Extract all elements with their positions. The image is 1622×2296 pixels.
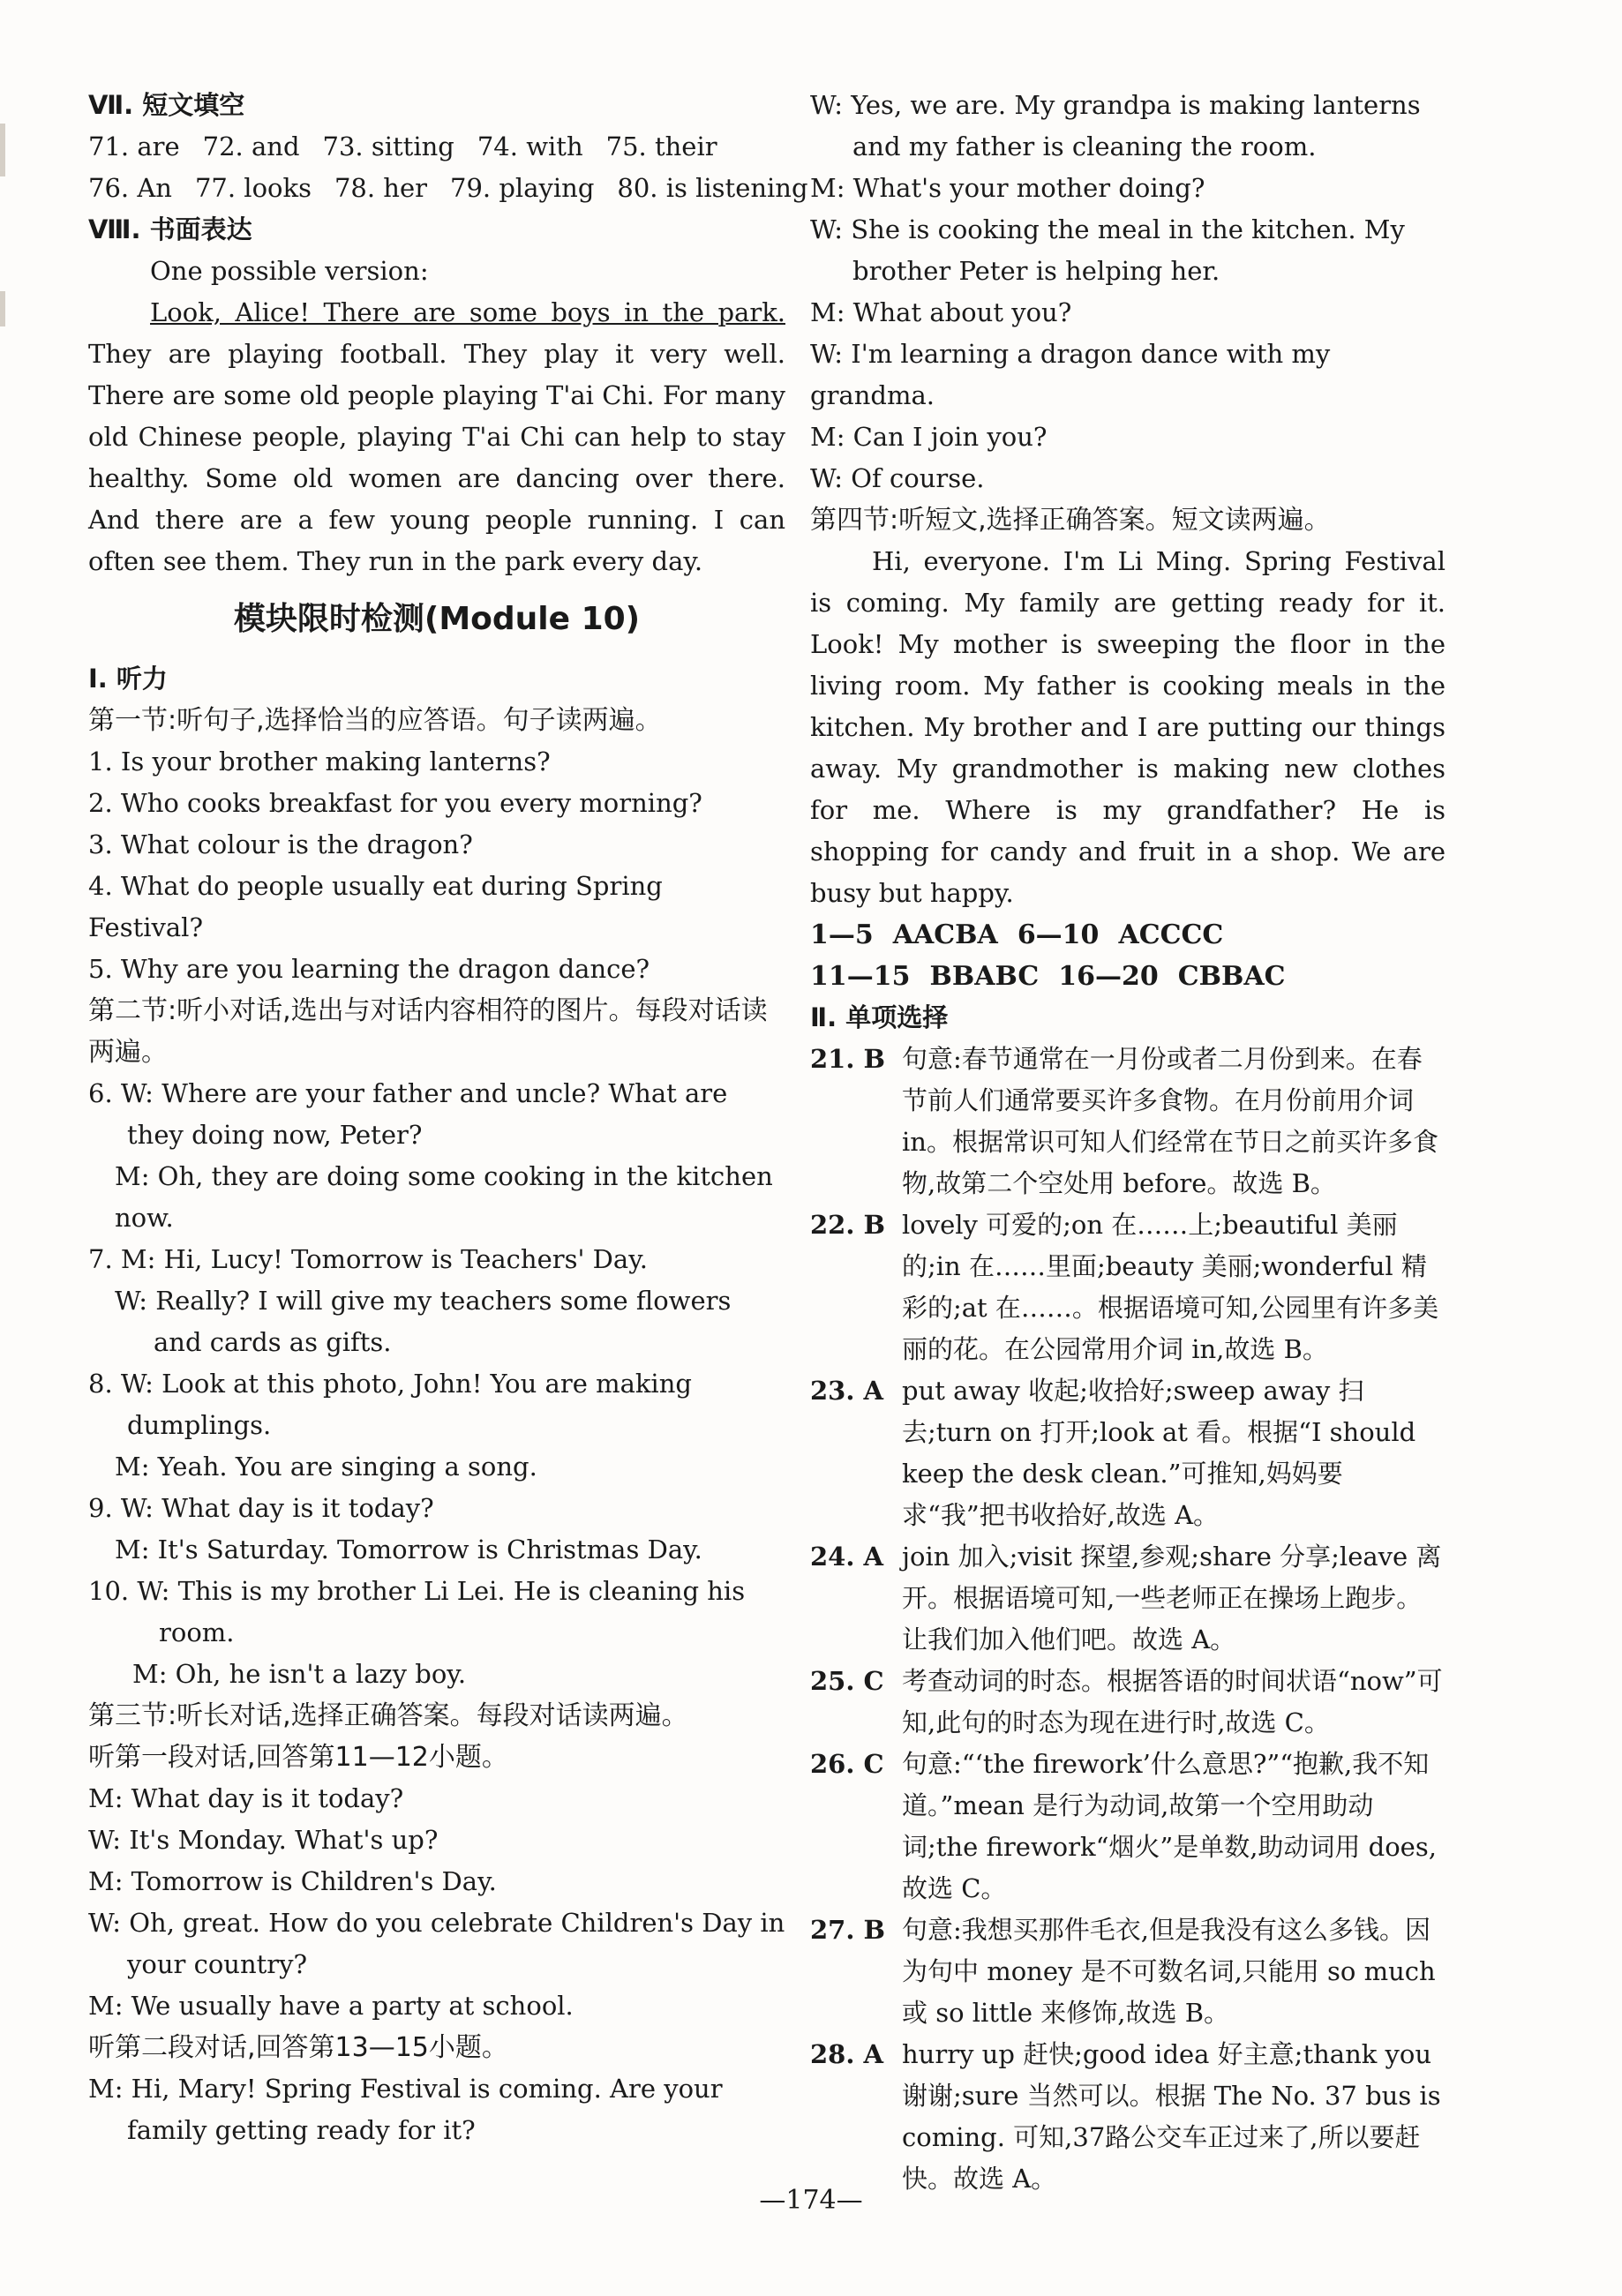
conversation-2-line: M: Can I join you? bbox=[810, 422, 1048, 452]
answer-row bbox=[88, 168, 808, 209]
essay-body: They are playing football. They play it very well. There are some old people playing T'ai Chi. For many old Chinese people, playing T'ai Chi can help to stay healthy. Some old women are dancing over there. And there are a few young people running. I can often see them. They run in the park every day. bbox=[88, 339, 785, 576]
section-8-title: Ⅷ. 书面表达 bbox=[88, 214, 252, 244]
dialogue-7-line-2: W: Really? I will give my teachers some flowers and cards as gifts. bbox=[115, 1286, 732, 1357]
section-7-title: Ⅶ. 短文填空 bbox=[88, 90, 245, 120]
conversation-1-line: M: Tomorrow is Children's Day. bbox=[88, 1866, 497, 1896]
module-title: 模块限时检测(Module 10) bbox=[233, 601, 641, 637]
choice-explanation bbox=[810, 2034, 1446, 2200]
answer-74: 74. with bbox=[477, 131, 583, 161]
answer-73: 73. sitting bbox=[322, 131, 454, 161]
answer-range: 16—20 bbox=[1058, 961, 1159, 992]
conversation-1-line: M: What day is it today? bbox=[88, 1783, 404, 1813]
answer-letters: ACCCC bbox=[1118, 919, 1224, 950]
choice-explanation bbox=[810, 1536, 1446, 1661]
listening-title: Ⅰ. 听力 bbox=[88, 664, 168, 694]
binding-edge-mark bbox=[0, 291, 5, 326]
page-number: —174— bbox=[759, 2185, 863, 2216]
part-3-instruction: 第三节:听长对话,选择正确答案。每段对话读两遍。 bbox=[88, 1700, 688, 1731]
choice-key: 24. A bbox=[810, 1542, 884, 1572]
question-5: 5. Why are you learning the dragon dance? bbox=[88, 954, 650, 984]
choice-key: 25. C bbox=[810, 1666, 884, 1696]
conversation-2-line: W: Of course. bbox=[810, 463, 985, 493]
dialogue-8-line-2: M: Yeah. You are singing a song. bbox=[115, 1452, 537, 1482]
conversation-1-line: W: It's Monday. What's up? bbox=[88, 1825, 439, 1855]
choice-explanation bbox=[810, 1910, 1446, 2034]
dialogue-8-line-1: 8. W: Look at this photo, John! You are making dumplings. bbox=[88, 1369, 692, 1440]
answer-78: 78. her bbox=[334, 173, 428, 203]
choice-explanation bbox=[810, 1204, 1446, 1370]
left-column bbox=[88, 85, 808, 2151]
choice-key: 28. A bbox=[810, 2039, 884, 2069]
question-2: 2. Who cooks breakfast for you every morning? bbox=[88, 788, 702, 818]
part-4-instruction: 第四节:听短文,选择正确答案。短文读两遍。 bbox=[810, 505, 1331, 536]
conversation-2-line: W: She is cooking the meal in the kitchen. My brother Peter is helping her. bbox=[810, 214, 1405, 286]
choice-key: 22. B bbox=[810, 1210, 886, 1240]
dialogue-6-line-2: M: Oh, they are doing some cooking in the kitchen now. bbox=[115, 1161, 773, 1233]
choice-text: join 加入;visit 探望,参观;share 分享;leave 离开。根据语境可知,一些老师正在操场上跑步。让我们加入他们吧。故选 A。 bbox=[902, 1542, 1442, 1654]
part-1-instruction: 第一节:听句子,选择恰当的应答语。句子读两遍。 bbox=[88, 705, 662, 736]
answer-80: 80. is listening bbox=[617, 173, 808, 203]
question-3: 3. What colour is the dragon? bbox=[88, 829, 473, 859]
dialogue-9-line-1: 9. W: What day is it today? bbox=[88, 1493, 434, 1523]
right-column bbox=[810, 85, 1446, 2200]
answer-76: 76. An bbox=[88, 173, 172, 203]
answer-letters: CBBAC bbox=[1177, 961, 1286, 992]
choice-text: lovely 可爱的;on 在……上;beautiful 美丽的;in 在……里面;beauty 美丽;wonderful 精彩的;at 在……。根据语境可知,公园里有许多美丽的花。在公园常用介词 in,故选 B。 bbox=[902, 1210, 1439, 1364]
choice-text: 考查动词的时态。根据答语的时间状语“now”可知,此句的时态为现在进行时,故选 C。 bbox=[902, 1666, 1443, 1737]
listening-passage: Hi, everyone. I'm Li Ming. Spring Festival is coming. My family are getting ready for it. Look! My mother is sweeping the floor in the living room. My father is cooking meals in the kitchen. My brother and I are putting our things away. My grandmother is making new clothes for me. Where is my grandfather? He is shopping for candy and fruit in a shop. We are busy but happy. bbox=[810, 546, 1446, 908]
choice-text: put away 收起;收拾好;sweep away 扫去;turn on 打开;look at 看。根据“I should keep the desk clean.”可推知,妈妈要求“我”把书收拾好,故选 A。 bbox=[902, 1376, 1416, 1530]
version-label: One possible version: bbox=[150, 256, 429, 286]
conversation-2-line: W: Yes, we are. My grandpa is making lanterns and my father is cleaning the room. bbox=[810, 90, 1421, 161]
conversation-2-line: M: Hi, Mary! Spring Festival is coming. Are your family getting ready for it? bbox=[88, 2074, 723, 2145]
answer-range: 6—10 bbox=[1017, 919, 1100, 950]
section-2-title: Ⅱ. 单项选择 bbox=[810, 1002, 949, 1032]
answer-letters: BBABC bbox=[929, 961, 1040, 992]
choice-key: 26. C bbox=[810, 1749, 884, 1779]
answer-letters: AACBA bbox=[892, 919, 998, 950]
dialogue-9-line-2: M: It's Saturday. Tomorrow is Christmas Day. bbox=[115, 1534, 702, 1564]
choice-text: 句意:我想买那件毛衣,但是我没有这么多钱。因为句中 money 是不可数名词,只能用 so much 或 so little 来修饰,故选 B。 bbox=[902, 1915, 1436, 2028]
answer-72: 72. and bbox=[202, 131, 300, 161]
choice-explanation bbox=[810, 1039, 1446, 1204]
answer-key-row bbox=[810, 956, 1446, 997]
conversation-2-instruction: 听第二段对话,回答第13—15小题。 bbox=[88, 2032, 508, 2063]
answer-75: 75. their bbox=[605, 131, 717, 161]
conversation-2-line: W: I'm learning a dragon dance with my grandma. bbox=[810, 339, 1331, 410]
answer-range: 1—5 bbox=[810, 919, 874, 950]
question-1: 1. Is your brother making lanterns? bbox=[88, 747, 551, 777]
choice-key: 23. A bbox=[810, 1376, 884, 1406]
choice-explanation bbox=[810, 1370, 1446, 1536]
answer-71: 71. are bbox=[88, 131, 180, 161]
choice-explanation bbox=[810, 1661, 1446, 1744]
essay bbox=[88, 292, 785, 582]
dialogue-10-line-2: M: Oh, he isn't a lazy boy. bbox=[132, 1659, 467, 1689]
conversation-2-line: M: What's your mother doing? bbox=[810, 173, 1205, 203]
choice-text: hurry up 赶快;good idea 好主意;thank you 谢谢;sure 当然可以。根据 The No. 37 bus is coming. 可知,37路公交车正过来了,所以要赶快。故选 A。 bbox=[902, 2039, 1441, 2194]
choice-text: 句意:春节通常在一月份或者二月份到来。在春节前人们通常要买许多食物。在月份前用介词 in。根据常识可知人们经常在节日之前买许多食物,故第二个空处用 before。故选 B。 bbox=[902, 1044, 1438, 1198]
binding-edge-mark bbox=[0, 124, 5, 176]
answer-range: 11—15 bbox=[810, 961, 911, 992]
choice-text: 句意:“‘the firework’什么意思?”“抱歉,我不知道。”mean 是行为动词,故第一个空用助动词;the firework“烟火”是单数,助动词用 does,故选 C。 bbox=[902, 1749, 1437, 1903]
conversation-1-line: W: Oh, great. How do you celebrate Children's Day in your country? bbox=[88, 1908, 785, 1979]
question-4: 4. What do people usually eat during Spring Festival? bbox=[88, 871, 663, 942]
dialogue-10-line-1: 10. W: This is my brother Li Lei. He is cleaning his room. bbox=[88, 1576, 746, 1647]
conversation-1-line: M: We usually have a party at school. bbox=[88, 1991, 574, 2021]
answer-row bbox=[88, 126, 785, 168]
conversation-2-line: M: What about you? bbox=[810, 297, 1072, 327]
part-2-instruction: 第二节:听小对话,选出与对话内容相符的图片。每段对话读两遍。 bbox=[88, 995, 768, 1068]
dialogue-7-line-1: 7. M: Hi, Lucy! Tomorrow is Teachers' Day. bbox=[88, 1244, 648, 1274]
answer-key-row bbox=[810, 914, 1446, 956]
choice-explanation bbox=[810, 1744, 1446, 1910]
choice-key: 27. B bbox=[810, 1915, 886, 1945]
dialogue-6-line-1: 6. W: Where are your father and uncle? What are they doing now, Peter? bbox=[88, 1078, 728, 1150]
essay-first-sentence: Look, Alice! There are some boys in the park. bbox=[150, 297, 785, 327]
conversation-1-instruction: 听第一段对话,回答第11—12小题。 bbox=[88, 1742, 508, 1773]
choice-key: 21. B bbox=[810, 1044, 886, 1074]
answer-77: 77. looks bbox=[194, 173, 312, 203]
answer-79: 79. playing bbox=[450, 173, 595, 203]
